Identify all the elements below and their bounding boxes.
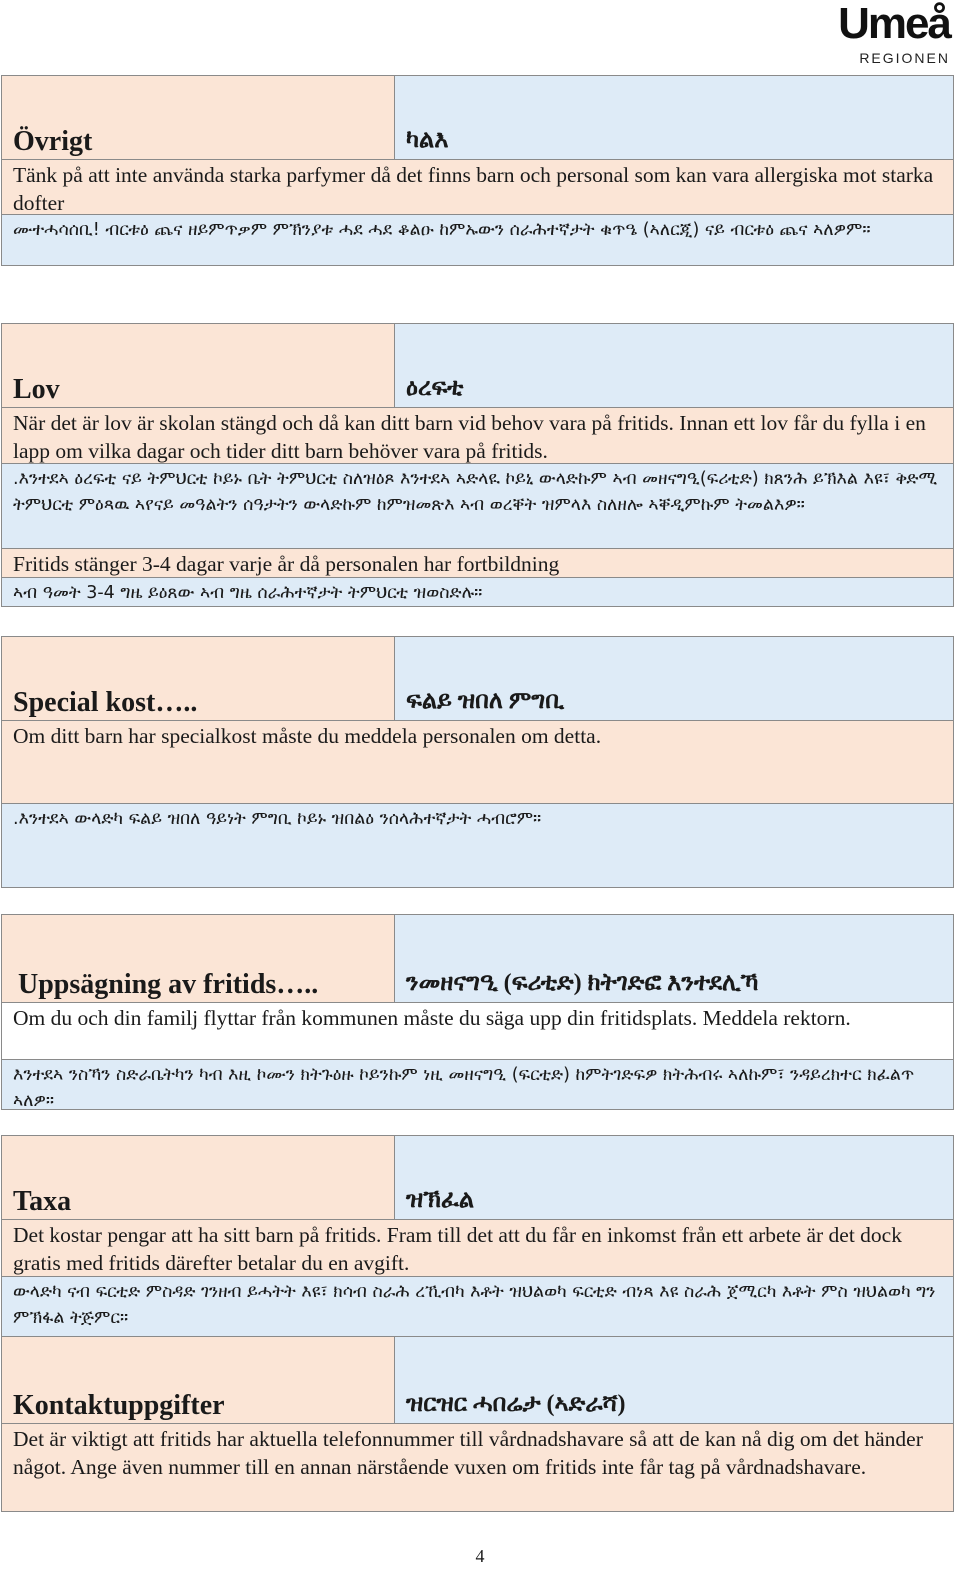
section-taxa bbox=[1, 1135, 954, 1337]
section-title-ti: ፍልይ ዝበለ ምግቢ bbox=[406, 688, 565, 714]
section-text2-sv: Fritids stänger 3-4 dagar varje år då personalen har fortbildning bbox=[2, 549, 953, 578]
section-title-ti: ዕረፍቲ bbox=[406, 375, 464, 401]
umea-regionen-logo bbox=[824, 2, 950, 66]
section-special-kost bbox=[1, 636, 954, 888]
section-kontakt bbox=[1, 1336, 954, 1512]
header-right-cell bbox=[395, 324, 953, 407]
section-text-sv: När det är lov är skolan stängd och då kan ditt barn vid behov vara på fritids. Innan ett lov får du fylla i en lapp om vilka dagar och tider ditt barn behöver vara på fritids. bbox=[2, 408, 953, 464]
section-text-ti: እንተደኣ ንስኻን ስድራቤትካን ካብ እዚ ኮሙን ክትጉዕዙ ኮይንኩም ነዚ መዘናግዒ (ፍርቲድ) ከምትገድፍዎ ክትሕብሩ ኣለኩም፣ ንዳይረክተር ክፈልጥ ኣለዎ። bbox=[2, 1060, 953, 1109]
section-header bbox=[2, 1337, 953, 1424]
section-title-ti: ንመዘናግዒ (ፍሪቲድ) ክትገድፎ እንተደሊኻ bbox=[406, 970, 759, 996]
section-title-sv: Lov bbox=[13, 374, 60, 405]
section-header bbox=[2, 1136, 953, 1220]
section-text-sv: Tänk på att inte använda starka parfymer då det finns barn och personal som kan vara allergiska mot starka dofter bbox=[2, 160, 953, 215]
page-number: 4 bbox=[475, 1546, 485, 1566]
section-text-ti: ሙተሓሳሰቢ! ብርቱዕ ጨና ዘይምጥቃም ምኽንያቱ ሓደ ሓደ ቆልዑ ከምኡውን ሰራሕተኛታት ቁጥዔ (ኣለርጂ) ናይ ብርቱዕ ጨና ኣለዎም። bbox=[2, 215, 953, 265]
section-title-sv: Special kost….. bbox=[13, 687, 198, 718]
section-title-sv: Övrigt bbox=[13, 126, 93, 157]
header-left-cell bbox=[2, 637, 395, 720]
header-right-cell bbox=[395, 1136, 953, 1219]
section-text-sv: Om du och din familj flyttar från kommunen måste du säga upp din fritidsplats. Meddela rektorn. bbox=[2, 1003, 953, 1060]
section-text2-ti: ኣብ ዓመት 3-4 ግዜ ይዕጸው ኣብ ግዜ ሰራሕተኛታት ትምህርቲ ዝወስድሉ። bbox=[2, 578, 953, 606]
section-header bbox=[2, 76, 953, 160]
section-title-sv: Kontaktuppgifter bbox=[13, 1390, 225, 1421]
section-title-sv: Uppsägning av fritids….. bbox=[18, 969, 319, 1000]
header-left-cell bbox=[2, 76, 395, 159]
section-title-ti: ዝርዝር ሓበሬታ (ኣድራሻ) bbox=[406, 1391, 626, 1417]
section-text-ti: ውላድካ ናብ ፍርቲድ ምስዳድ ገንዘብ ይሓትት እዩ፣ ክሳብ ስራሕ ረኺብካ እቶት ዝህልወካ ፍርቲድ ብነጻ እዩ ስራሕ ጀሚርካ እቶት ምስ ዝህልወካ ግን ምኽፋል ትጅምር። bbox=[2, 1277, 953, 1336]
section-text-sv: Om ditt barn har specialkost måste du meddela personalen om detta. bbox=[2, 721, 953, 804]
section-text-ti: .እንተደኣ ዕረፍቲ ናይ ትምህርቲ ኮይኑ ቤት ትምህርቲ ስለዝዕጾ እንተደኣ ኣድላዪ ኮይኒ ውላድኩም ኣብ መዘናግዒ(ፍሪቲድ) ክጸንሕ ይኽእል እዩ፣ ቅድሚ ትምህርቲ ምዕጻዉ ኣየናይ መዓልትን ሰዓታትን ውላድኩም ከምዝመጽእ ኣብ ወረቐት ዝምላእ ስለዘሎ ኣቐዲምኩም ትመልእዎ። bbox=[2, 464, 953, 549]
header-right-cell bbox=[395, 1337, 953, 1423]
section-ovrigt bbox=[1, 75, 954, 266]
section-header bbox=[2, 324, 953, 408]
header-right-cell bbox=[395, 76, 953, 159]
section-title-ti: ዝኽፈል bbox=[406, 1187, 475, 1213]
section-title-sv: Taxa bbox=[13, 1186, 72, 1217]
header-left-cell bbox=[2, 915, 395, 1002]
header-left-cell bbox=[2, 1337, 395, 1423]
section-title-ti: ካልእ bbox=[406, 127, 449, 153]
section-header bbox=[2, 915, 953, 1003]
header-left-cell bbox=[2, 324, 395, 407]
header-right-cell bbox=[395, 915, 953, 1002]
header-right-cell bbox=[395, 637, 953, 720]
header-left-cell bbox=[2, 1136, 395, 1219]
section-uppsagning bbox=[1, 914, 954, 1110]
section-text-sv: Det kostar pengar att ha sitt barn på fritids. Fram till det att du får en inkomst från ett arbete är det dock gratis med fritids därefter betalar du en avgift. bbox=[2, 1220, 953, 1277]
logo-sub-text: REGIONEN bbox=[859, 50, 950, 66]
section-header bbox=[2, 637, 953, 721]
logo-main-text: Umeå bbox=[838, 0, 950, 48]
section-text-ti: .እንተደኣ ውላድካ ፍልይ ዝበለ ዓይነት ምግቢ ኮይኑ ዝበልዕ ንሰላሕተኛታት ሓብሮም። bbox=[2, 804, 953, 887]
section-text-sv: Det är viktigt att fritids har aktuella telefonnummer till vårdnadshavare så att de kan nå dig om det händer något. Ange även nummer till en annan närstående vuxen om fritids inte får tag på vårdnadshavare. bbox=[2, 1424, 953, 1511]
section-lov bbox=[1, 323, 954, 607]
